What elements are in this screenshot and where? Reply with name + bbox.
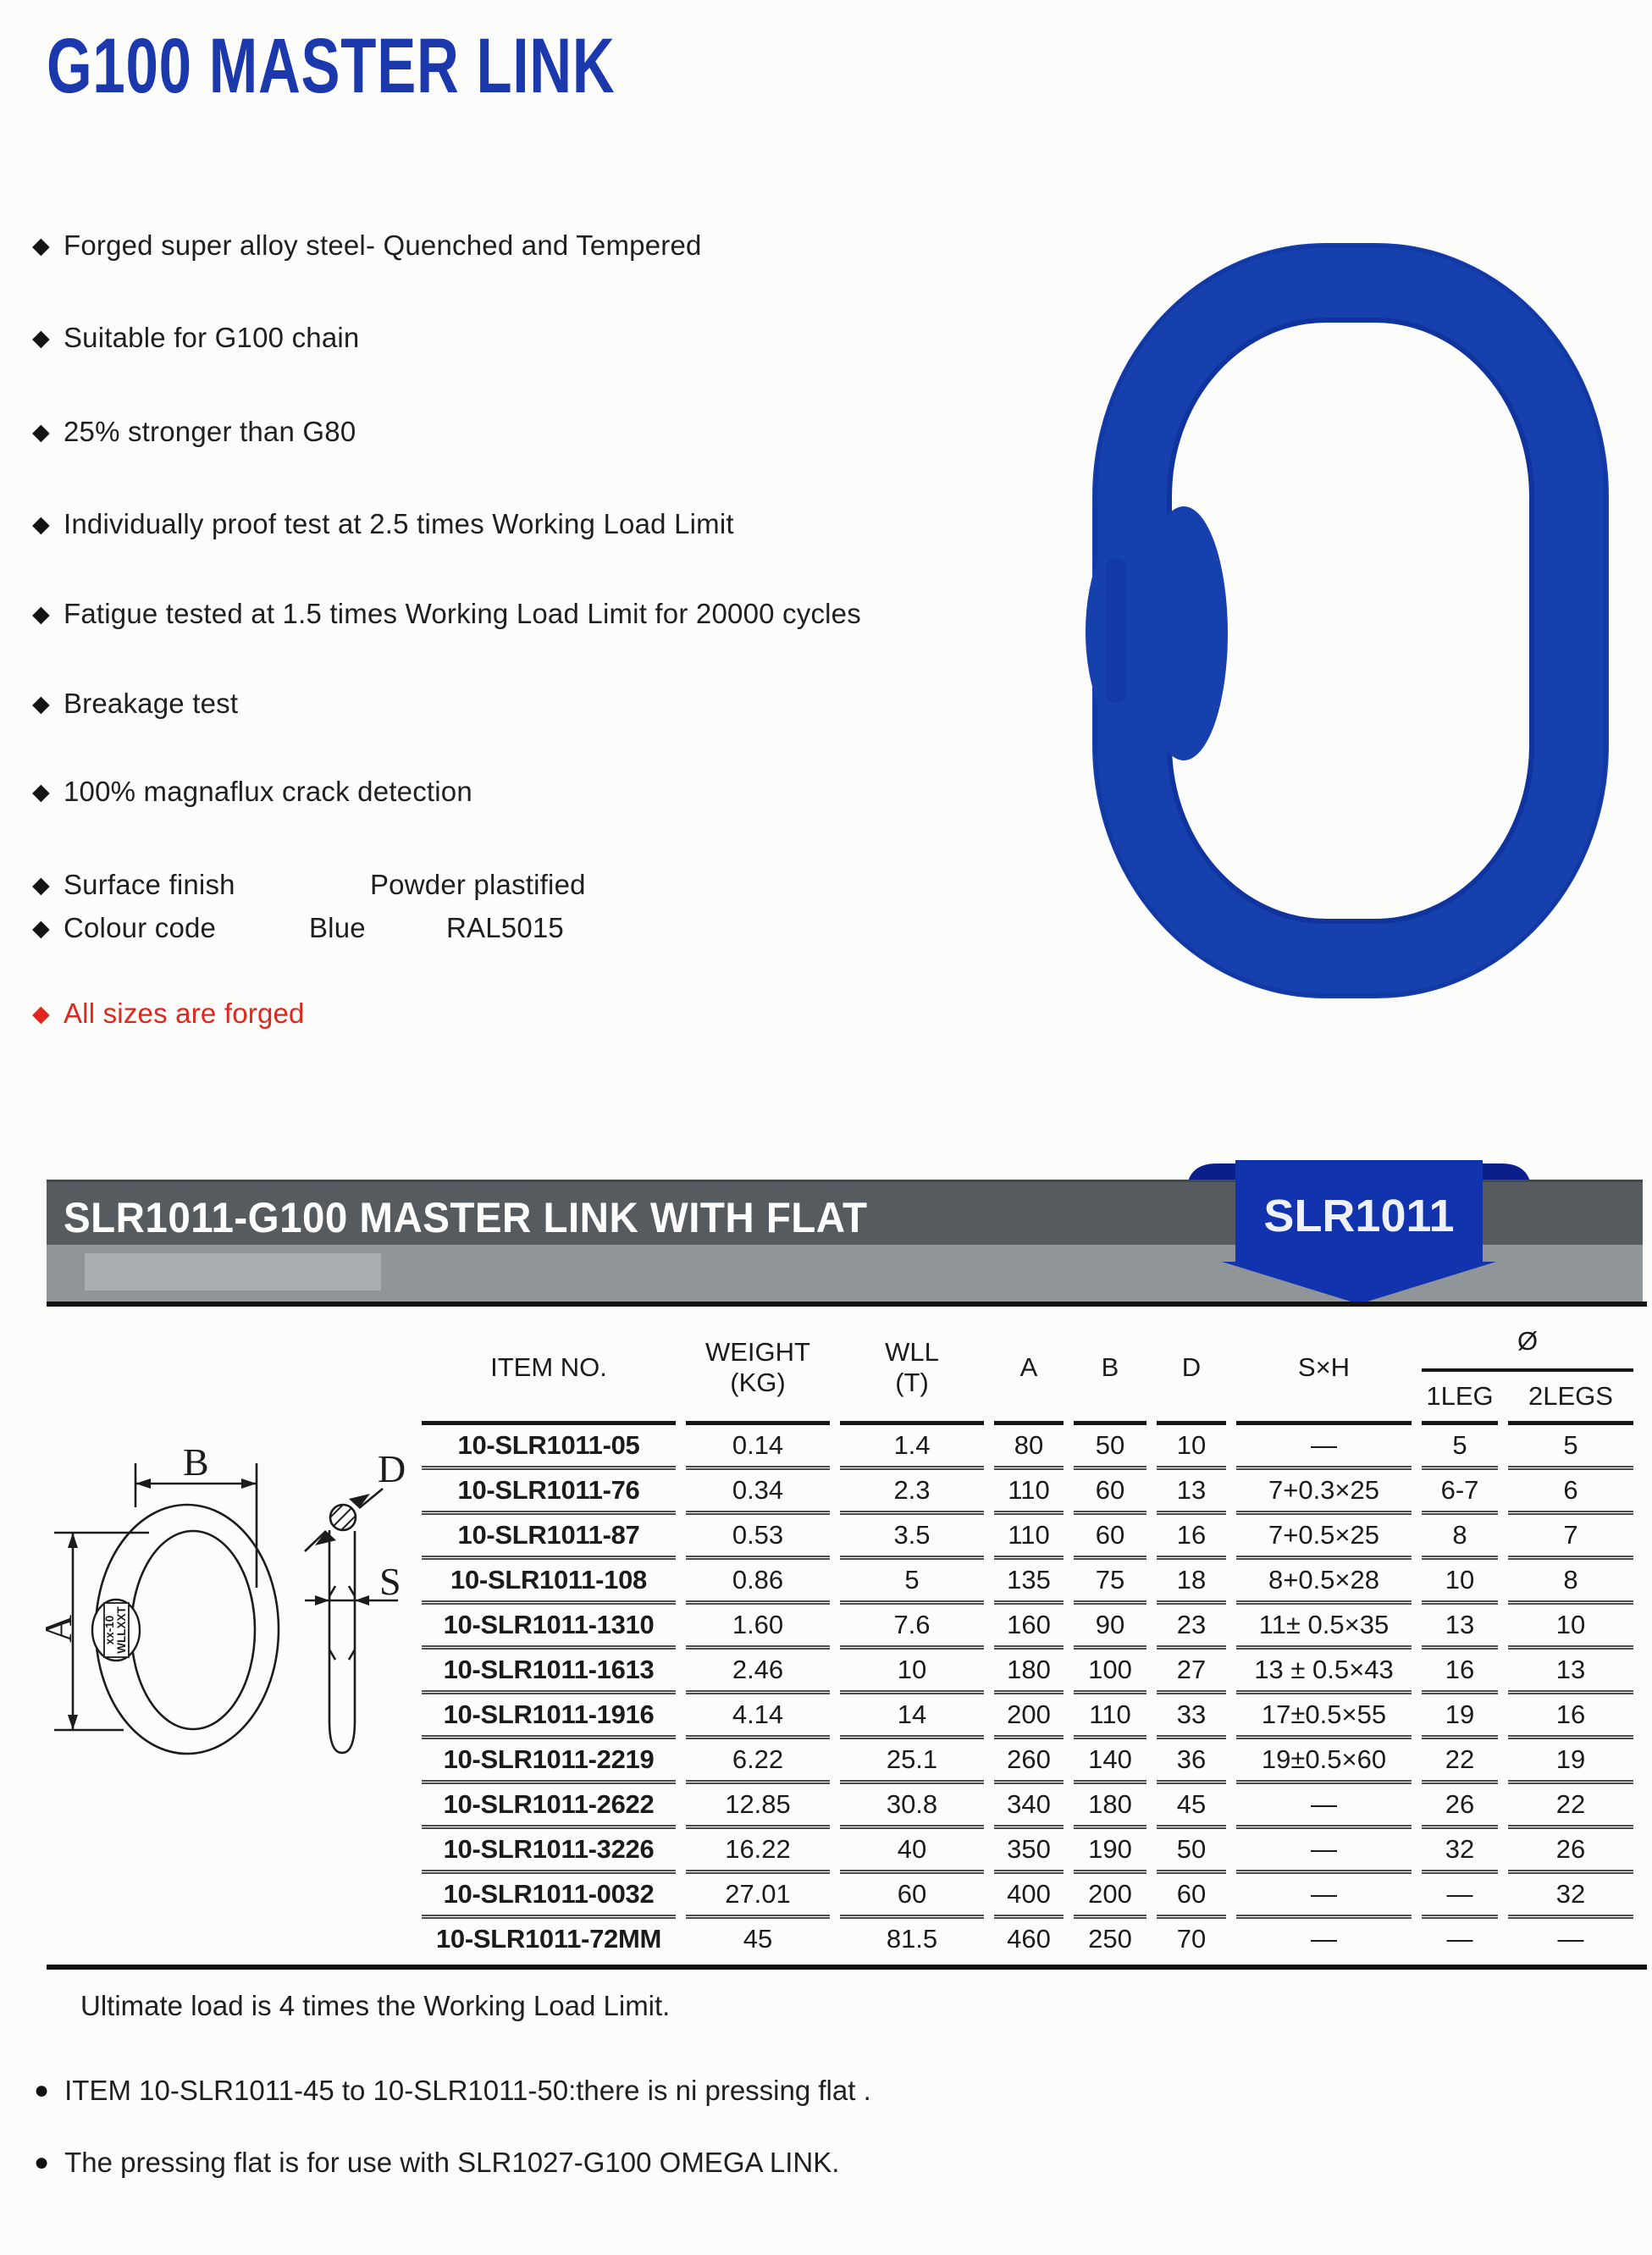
cell-sxh: — bbox=[1236, 1874, 1412, 1919]
col-header-weight bbox=[686, 1314, 830, 1425]
cell-sxh: 11± 0.5×35 bbox=[1236, 1605, 1412, 1650]
cell-2legs: 10 bbox=[1508, 1605, 1633, 1650]
feature-text: Individually proof test at 2.5 times Working Load Limit bbox=[63, 508, 734, 539]
cell-sxh: — bbox=[1236, 1829, 1412, 1874]
table-row bbox=[422, 1605, 1633, 1650]
table-row bbox=[422, 1874, 1633, 1919]
cell-a: 180 bbox=[994, 1650, 1064, 1694]
cell-item-no: 10-SLR1011-108 bbox=[422, 1560, 676, 1605]
cell-2legs: 32 bbox=[1508, 1874, 1633, 1919]
table-row bbox=[422, 1739, 1633, 1784]
feature-text: 25% stronger than G80 bbox=[63, 416, 356, 447]
cell-sxh: 19±0.5×60 bbox=[1236, 1739, 1412, 1784]
col-header-wll-line1: WLL bbox=[885, 1337, 939, 1367]
feature-item-highlight bbox=[32, 996, 305, 1031]
cell-d: 27 bbox=[1157, 1650, 1226, 1694]
cell-item-no: 10-SLR1011-1310 bbox=[422, 1605, 676, 1650]
col-header-weight-line2: (KG) bbox=[730, 1368, 786, 1397]
cell-sxh: — bbox=[1311, 1924, 1337, 1954]
table-row bbox=[422, 1470, 1633, 1515]
cell-weight: 0.34 bbox=[686, 1470, 830, 1515]
note-text: ITEM 10-SLR1011-45 to 10-SLR1011-50:there is ni pressing flat . bbox=[64, 2075, 871, 2106]
feature-item bbox=[32, 414, 356, 450]
cell-weight: 1.60 bbox=[686, 1605, 830, 1650]
cell-weight: 27.01 bbox=[686, 1874, 830, 1919]
page-title: G100 MASTER LINK bbox=[47, 23, 616, 109]
cell-b: 75 bbox=[1074, 1560, 1146, 1605]
cell-weight: 2.46 bbox=[686, 1650, 830, 1694]
diamond-bullet-icon: ◆ bbox=[32, 600, 50, 627]
note-item bbox=[34, 2147, 839, 2179]
feature-item bbox=[32, 774, 472, 810]
cell-sxh: — bbox=[1236, 1784, 1412, 1829]
table-row bbox=[422, 1425, 1633, 1470]
cell-b: 50 bbox=[1074, 1425, 1146, 1470]
cell-wll: 30.8 bbox=[840, 1784, 984, 1829]
cell-2legs: 26 bbox=[1508, 1829, 1633, 1874]
cell-1leg: 5 bbox=[1422, 1425, 1498, 1470]
cell-a: 160 bbox=[994, 1605, 1064, 1650]
cell-2legs: 6 bbox=[1508, 1470, 1633, 1515]
feature-item-surface-finish bbox=[32, 867, 586, 903]
boss-marking-line1: xx-10 bbox=[103, 1615, 116, 1645]
table-row bbox=[422, 1784, 1633, 1829]
cell-2legs: 22 bbox=[1508, 1784, 1633, 1829]
cell-b: 100 bbox=[1074, 1650, 1146, 1694]
col-header-1leg: 1LEG bbox=[1422, 1372, 1498, 1425]
cell-1leg: 32 bbox=[1422, 1829, 1498, 1874]
diamond-bullet-icon: ◆ bbox=[32, 778, 50, 804]
diamond-bullet-icon: ◆ bbox=[32, 324, 50, 351]
cell-weight: 45 bbox=[743, 1924, 773, 1954]
feature-text: Suitable for G100 chain bbox=[63, 322, 360, 353]
cell-a: 110 bbox=[994, 1515, 1064, 1560]
cell-1leg: — bbox=[1446, 1924, 1473, 1954]
slr-badge-ribbon bbox=[1181, 1153, 1537, 1310]
dim-label-s: S bbox=[379, 1560, 401, 1603]
cell-b: 60 bbox=[1074, 1515, 1146, 1560]
cell-wll: 3.5 bbox=[840, 1515, 984, 1560]
diamond-bullet-icon: ◆ bbox=[32, 871, 50, 898]
cell-wll: 81.5 bbox=[886, 1924, 938, 1954]
cell-weight: 4.14 bbox=[686, 1694, 830, 1739]
cell-1leg: 6-7 bbox=[1422, 1470, 1498, 1515]
cell-b: 90 bbox=[1074, 1605, 1146, 1650]
note-text: The pressing flat is for use with SLR1027-G100 OMEGA LINK. bbox=[64, 2147, 840, 2178]
col-header-d: D bbox=[1157, 1314, 1226, 1425]
feature-text: Forged super alloy steel- Quenched and Tempered bbox=[63, 229, 702, 261]
cell-weight: 0.53 bbox=[686, 1515, 830, 1560]
cell-a: 460 bbox=[1007, 1924, 1051, 1954]
cell-item-no: 10-SLR1011-1613 bbox=[422, 1650, 676, 1694]
table-row bbox=[422, 1650, 1633, 1694]
cell-sxh: 7+0.5×25 bbox=[1236, 1515, 1412, 1560]
cell-sxh: — bbox=[1236, 1425, 1412, 1470]
col-header-2legs: 2LEGS bbox=[1508, 1372, 1633, 1425]
cell-b: 180 bbox=[1074, 1784, 1146, 1829]
cell-b: 110 bbox=[1074, 1694, 1146, 1739]
master-link-photo bbox=[1075, 227, 1634, 1014]
col-header-weight-line1: WEIGHT bbox=[705, 1337, 810, 1367]
cell-2legs: 16 bbox=[1508, 1694, 1633, 1739]
banner-title: SLR1011-G100 MASTER LINK WITH FLAT bbox=[64, 1194, 868, 1241]
col-header-b: B bbox=[1074, 1314, 1146, 1425]
cell-d: 36 bbox=[1157, 1739, 1226, 1784]
dim-label-a: A bbox=[36, 1614, 80, 1643]
feature-item bbox=[32, 228, 702, 263]
diamond-bullet-icon: ◆ bbox=[32, 1000, 50, 1026]
cell-1leg: 26 bbox=[1422, 1784, 1498, 1829]
cell-1leg: 8 bbox=[1422, 1515, 1498, 1560]
cell-wll: 40 bbox=[840, 1829, 984, 1874]
cell-b: 250 bbox=[1088, 1924, 1132, 1954]
cell-1leg: 22 bbox=[1422, 1739, 1498, 1784]
cell-d: 45 bbox=[1157, 1784, 1226, 1829]
cell-item-no: 10-SLR1011-87 bbox=[422, 1515, 676, 1560]
dimension-drawing bbox=[24, 1423, 417, 1956]
cell-2legs: 8 bbox=[1508, 1560, 1633, 1605]
cell-wll: 2.3 bbox=[840, 1470, 984, 1515]
feature-item bbox=[32, 596, 861, 632]
cell-item-no: 10-SLR1011-0032 bbox=[422, 1874, 676, 1919]
cell-item-no: 10-SLR1011-76 bbox=[422, 1470, 676, 1515]
scan-artifact bbox=[85, 1253, 381, 1291]
cell-wll: 60 bbox=[840, 1874, 984, 1919]
feature-item bbox=[32, 506, 734, 542]
feature-text: Surface finish bbox=[63, 869, 235, 900]
diamond-bullet-icon: ◆ bbox=[32, 511, 50, 537]
feature-value: Blue bbox=[308, 912, 366, 943]
boss-marking-line2: WLLXXT bbox=[115, 1606, 128, 1654]
table-top-line bbox=[47, 1302, 1647, 1307]
cell-d: 60 bbox=[1157, 1874, 1226, 1919]
cell-wll: 7.6 bbox=[840, 1605, 984, 1650]
cell-wll: 10 bbox=[840, 1650, 984, 1694]
cell-a: 80 bbox=[994, 1425, 1064, 1470]
ultimate-load-note: Ultimate load is 4 times the Working Load Limit. bbox=[80, 1990, 671, 2021]
feature-text: 100% magnaflux crack detection bbox=[63, 776, 472, 807]
feature-text: Colour code bbox=[63, 912, 217, 943]
cell-item-no: 10-SLR1011-1916 bbox=[422, 1694, 676, 1739]
cell-a: 135 bbox=[994, 1560, 1064, 1605]
spec-table-body bbox=[422, 1425, 1633, 1959]
cell-b: 140 bbox=[1074, 1739, 1146, 1784]
cell-d: 50 bbox=[1157, 1829, 1226, 1874]
spec-table bbox=[412, 1314, 1644, 1959]
cell-2legs: 7 bbox=[1508, 1515, 1633, 1560]
feature-item bbox=[32, 686, 238, 721]
cell-weight: 0.86 bbox=[686, 1560, 830, 1605]
table-row bbox=[422, 1829, 1633, 1874]
col-header-wll bbox=[840, 1314, 984, 1425]
cell-1leg: — bbox=[1422, 1874, 1498, 1919]
cell-a: 400 bbox=[994, 1874, 1064, 1919]
col-header-item: ITEM NO. bbox=[422, 1314, 676, 1425]
table-row bbox=[422, 1919, 1633, 1959]
cell-d: 33 bbox=[1157, 1694, 1226, 1739]
feature-value-2: RAL5015 bbox=[445, 912, 564, 943]
cell-item-no: 10-SLR1011-05 bbox=[422, 1425, 676, 1470]
table-row bbox=[422, 1515, 1633, 1560]
cell-d: 18 bbox=[1157, 1560, 1226, 1605]
table-row bbox=[422, 1560, 1633, 1605]
cell-wll: 25.1 bbox=[840, 1739, 984, 1784]
cell-1leg: 16 bbox=[1422, 1650, 1498, 1694]
cell-b: 60 bbox=[1074, 1470, 1146, 1515]
table-row bbox=[422, 1694, 1633, 1739]
cell-a: 340 bbox=[994, 1784, 1064, 1829]
cell-d: 10 bbox=[1157, 1425, 1226, 1470]
cell-d: 23 bbox=[1157, 1605, 1226, 1650]
dim-label-d: D bbox=[378, 1447, 406, 1490]
table-bottom-line bbox=[47, 1965, 1647, 1970]
col-header-wll-line2: (T) bbox=[895, 1368, 929, 1397]
cell-sxh: 13 ± 0.5×43 bbox=[1236, 1650, 1412, 1694]
diamond-bullet-icon: ◆ bbox=[32, 690, 50, 716]
cell-wll: 1.4 bbox=[840, 1425, 984, 1470]
cell-1leg: 13 bbox=[1422, 1605, 1498, 1650]
cell-1leg: 10 bbox=[1422, 1560, 1498, 1605]
cell-2legs: 5 bbox=[1508, 1425, 1633, 1470]
cell-sxh: 8+0.5×28 bbox=[1236, 1560, 1412, 1605]
cell-weight: 12.85 bbox=[686, 1784, 830, 1829]
feature-text: Fatigue tested at 1.5 times Working Load Limit for 20000 cycles bbox=[63, 598, 861, 629]
diamond-bullet-icon: ◆ bbox=[32, 232, 50, 258]
cell-weight: 6.22 bbox=[686, 1739, 830, 1784]
cell-weight: 16.22 bbox=[686, 1829, 830, 1874]
cell-a: 110 bbox=[994, 1470, 1064, 1515]
cell-b: 190 bbox=[1074, 1829, 1146, 1874]
dim-label-b: B bbox=[183, 1440, 209, 1484]
badge-label: SLR1011 bbox=[1263, 1191, 1455, 1241]
cell-item-no: 10-SLR1011-2622 bbox=[422, 1784, 676, 1829]
diamond-bullet-icon: ◆ bbox=[32, 915, 50, 941]
cell-item-no: 10-SLR1011-2219 bbox=[422, 1739, 676, 1784]
feature-value: Powder plastified bbox=[369, 869, 586, 900]
cell-item-no: 10-SLR1011-3226 bbox=[422, 1829, 676, 1874]
cell-wll: 5 bbox=[840, 1560, 984, 1605]
cell-b: 200 bbox=[1074, 1874, 1146, 1919]
cell-sxh: 7+0.3×25 bbox=[1236, 1470, 1412, 1515]
cell-wll: 14 bbox=[840, 1694, 984, 1739]
cell-a: 350 bbox=[994, 1829, 1064, 1874]
cell-2legs: 19 bbox=[1508, 1739, 1633, 1784]
feature-item-colour-code bbox=[32, 910, 564, 946]
feature-text: Breakage test bbox=[63, 688, 239, 719]
col-header-sxh: S×H bbox=[1236, 1314, 1412, 1425]
note-item bbox=[34, 2075, 871, 2107]
circle-bullet-icon: ● bbox=[34, 2148, 50, 2176]
cell-sxh: 17±0.5×55 bbox=[1236, 1694, 1412, 1739]
cell-2legs: — bbox=[1557, 1924, 1584, 1954]
circle-bullet-icon: ● bbox=[34, 2076, 50, 2104]
cell-a: 260 bbox=[994, 1739, 1064, 1784]
col-header-diameter: Ø bbox=[1422, 1314, 1633, 1372]
cell-d: 70 bbox=[1176, 1924, 1207, 1954]
cell-item-no: 10-SLR1011-72MM bbox=[435, 1924, 661, 1954]
feature-item bbox=[32, 320, 359, 356]
cell-d: 16 bbox=[1157, 1515, 1226, 1560]
cell-a: 200 bbox=[994, 1694, 1064, 1739]
cell-d: 13 bbox=[1157, 1470, 1226, 1515]
cell-1leg: 19 bbox=[1422, 1694, 1498, 1739]
cell-weight: 0.14 bbox=[686, 1425, 830, 1470]
cell-2legs: 13 bbox=[1508, 1650, 1633, 1694]
col-header-a: A bbox=[994, 1314, 1064, 1425]
diamond-bullet-icon: ◆ bbox=[32, 418, 50, 445]
feature-text: All sizes are forged bbox=[63, 998, 305, 1029]
